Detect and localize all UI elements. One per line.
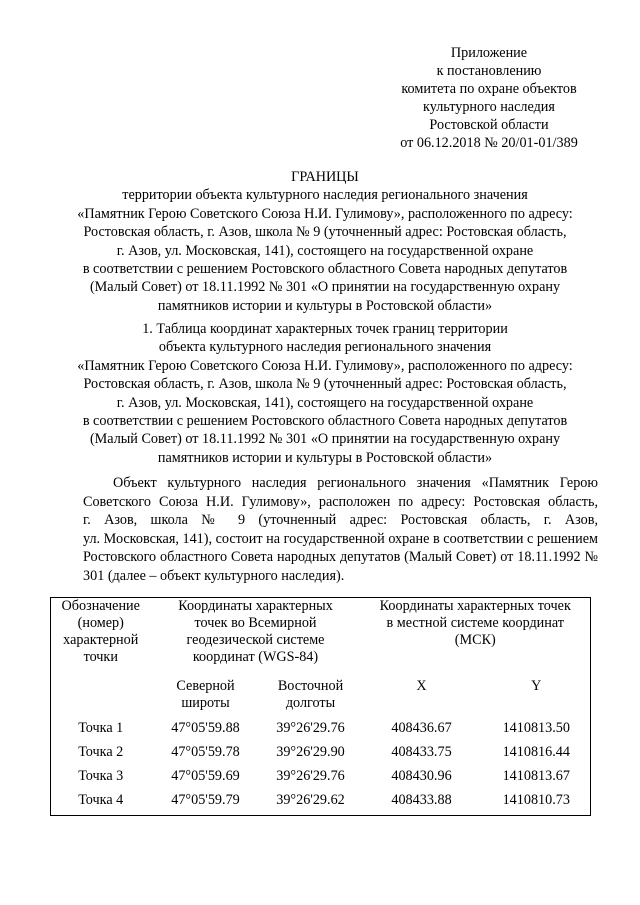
header-text: Координаты характерных (178, 598, 333, 614)
subheader-empty (51, 678, 151, 720)
title-line: памятников истории и культуры в Ростовской области» (157, 297, 493, 314)
cell-x: 408430.96 (391, 767, 452, 784)
paragraph-line: ул. Московская, 141), состоит на государственной охране в соответствии с решением (83, 530, 598, 547)
table-row (51, 792, 591, 816)
cell-point: Точка 1 (78, 719, 124, 736)
cell-y: 1410813.50 (502, 719, 570, 736)
cell-east: 39°26'29.62 (276, 791, 345, 808)
header-msk (361, 598, 591, 678)
title-heading: ГРАНИЦЫ (291, 169, 359, 185)
subheader-east (261, 678, 361, 720)
subheader-x: X (416, 677, 427, 694)
appendix-block (380, 44, 598, 152)
cell-point: Точка 4 (78, 791, 124, 808)
cell-x: 408436.67 (391, 719, 452, 736)
title-line: (Малый Совет) от 18.11.1992 № 301 «О принятии на государственную охрану (89, 279, 561, 296)
header-text: в местной системе координат (386, 615, 565, 631)
appendix-line: Приложение (450, 45, 528, 61)
table-row (51, 720, 591, 744)
cell-y: 1410810.73 (502, 791, 570, 808)
header-text: Координаты характерных точек (379, 598, 571, 614)
appendix-line: Ростовской области (429, 117, 549, 133)
cell-point: Точка 3 (78, 767, 124, 784)
header-text: долготы (285, 694, 336, 711)
table-title-line: объекта культурного наследия регионального значения (158, 339, 492, 356)
document-title (40, 168, 610, 315)
header-text: (номер) (77, 615, 124, 631)
header-text: координат (WGS-84) (192, 649, 319, 665)
paragraph-line: г. Азов, школа № 9 (уточненный адрес: Ростовская область, г. Азов, (83, 512, 598, 529)
header-text: Восточной (277, 677, 344, 694)
table-header-row (51, 598, 591, 678)
cell-x: 408433.88 (391, 791, 452, 808)
subheader-north (151, 678, 261, 720)
table-title-line: в соответствии с решением Ростовского областного Совета народных депутатов (82, 413, 568, 430)
table-row (51, 744, 591, 768)
paragraph-line: Ростовского областного Совета народных депутатов (Малый Совет) от 18.11.1992 № (83, 549, 598, 566)
header-text: точки (83, 649, 118, 665)
table-title-line: 1. Таблица координат характерных точек границ территории (142, 321, 508, 337)
cell-point: Точка 2 (78, 743, 124, 760)
cell-east: 39°26'29.76 (276, 767, 345, 784)
table-title-line: г. Азов, ул. Московская, 141), состоящего на государственной охране (116, 394, 534, 411)
appendix-line: к постановлению (436, 63, 542, 79)
table-subheader-row (51, 678, 591, 720)
description-paragraph (83, 474, 598, 586)
paragraph-line: Советского Союза Н.И. Гулимову», расположен по адресу: Ростовская область, (83, 493, 598, 510)
cell-y: 1410813.67 (502, 767, 570, 784)
header-text: характерной (63, 632, 139, 648)
cell-east: 39°26'29.76 (276, 719, 345, 736)
header-text: Обозначение (61, 598, 140, 614)
cell-y: 1410816.44 (502, 743, 570, 760)
table-title-line: памятников истории и культуры в Ростовской области» (157, 449, 493, 466)
table-title-line: Ростовская область, г. Азов, школа № 9 (уточненный адрес: Ростовская область, (83, 376, 567, 393)
title-line: в соответствии с решением Ростовского областного Совета народных депутатов (82, 261, 568, 278)
cell-north: 47°05'59.69 (171, 767, 240, 784)
appendix-line: от 06.12.2018 № 20/01-01/389 (400, 135, 578, 151)
header-text: (МСК) (454, 632, 496, 648)
title-line: «Памятник Герою Советского Союза Н.И. Гулимову», расположенного по адресу: (77, 205, 573, 222)
paragraph-line: 301 (далее – объект культурного наследия). (83, 567, 345, 584)
cell-north: 47°05'59.79 (171, 791, 240, 808)
cell-north: 47°05'59.88 (171, 719, 240, 736)
coordinates-table (50, 597, 591, 816)
table-title-line: (Малый Совет) от 18.11.1992 № 301 «О принятии на государственную охрану (89, 431, 561, 448)
cell-east: 39°26'29.90 (276, 743, 345, 760)
header-designation (51, 598, 151, 678)
header-text: Северной (176, 677, 235, 694)
table-title-line: «Памятник Герою Советского Союза Н.И. Гулимову», расположенного по адресу: (77, 357, 573, 374)
header-text: геодезической системе (186, 632, 325, 648)
appendix-line: комитета по охране объектов (401, 81, 577, 97)
cell-x: 408433.75 (391, 743, 452, 760)
cell-north: 47°05'59.78 (171, 743, 240, 760)
title-line: территории объекта культурного наследия регионального значения (122, 187, 528, 204)
title-line: Ростовская область, г. Азов, школа № 9 (уточненный адрес: Ростовская область, (83, 224, 567, 241)
table-title (40, 320, 610, 467)
table-row (51, 768, 591, 792)
subheader-y: Y (531, 677, 542, 694)
appendix-line: культурного наследия (423, 99, 555, 115)
header-wgs84 (151, 598, 361, 678)
title-line: г. Азов, ул. Московская, 141), состоящего на государственной охране (116, 242, 534, 259)
paragraph-line: Объект культурного наследия регионального значения «Памятник Герою (113, 475, 598, 491)
header-text: точек во Всемирной (194, 615, 317, 631)
header-text: широты (181, 694, 230, 711)
